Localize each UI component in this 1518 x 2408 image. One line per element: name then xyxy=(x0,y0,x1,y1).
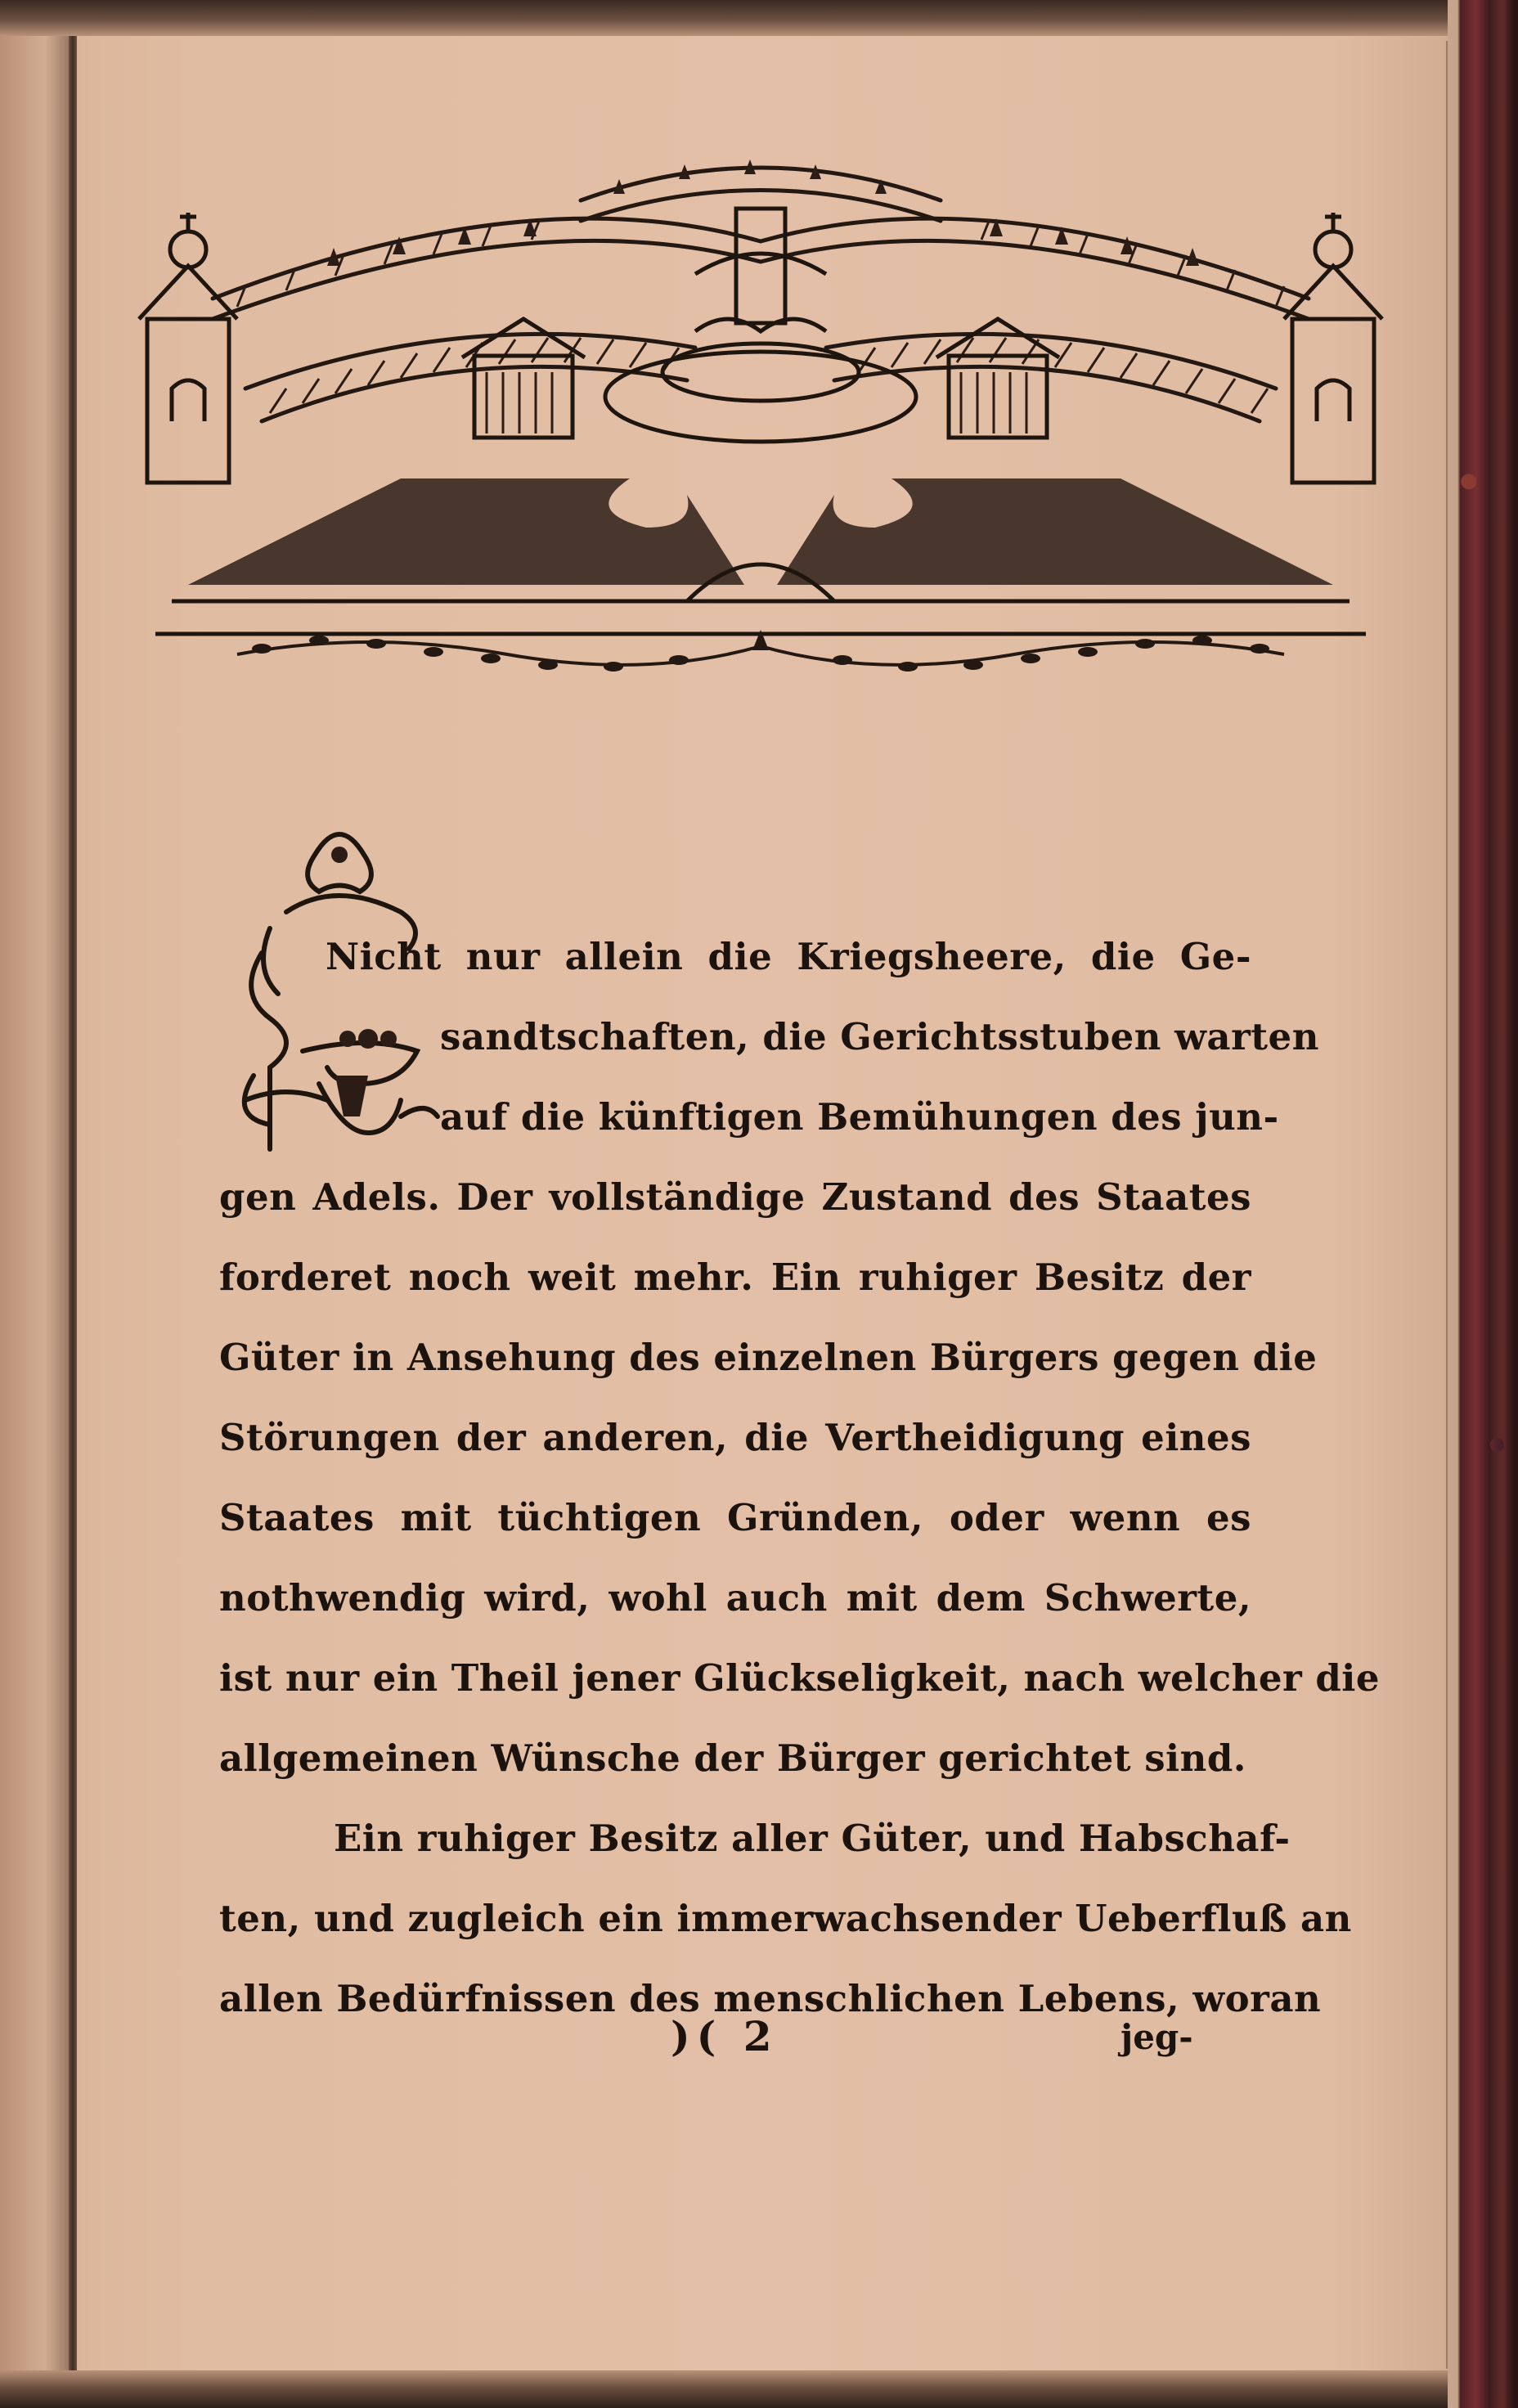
cover-shadow xyxy=(1489,0,1518,2408)
text-line: Güter in Ansehung des einzelnen Bürgers gegen die xyxy=(219,1336,1318,1379)
text-line: ten, und zugleich ein immerwachsender Ueberfluß an xyxy=(219,1897,1352,1940)
text-line: Störungen der anderen, die Vertheidigung eines xyxy=(219,1416,1251,1459)
catchword: jeg- xyxy=(1121,2017,1193,2057)
text-line: auf die künftigen Bemühungen des jun- xyxy=(440,1095,1279,1139)
garden-fountain-engraving-icon xyxy=(123,143,1399,683)
text-line: sandtschaften, die Gerichtsstuben warten xyxy=(440,1015,1319,1058)
text-line: Ein ruhiger Besitz aller Güter, und Habschaf- xyxy=(334,1817,1291,1860)
text-line: ist nur ein Theil jener Glückseligkeit, nach welcher die xyxy=(219,1656,1381,1700)
book-gutter xyxy=(69,0,77,2408)
facing-page-edge xyxy=(0,0,75,2408)
text-line: gen Adels. Der vollständige Zustand des Staates xyxy=(219,1175,1251,1219)
text-line: allgemeinen Wünsche der Bürger gerichtet sind. xyxy=(219,1736,1246,1780)
text-line: nothwendig wird, wohl auch mit dem Schwerte, xyxy=(219,1576,1251,1620)
text-line: forderet noch weit mehr. Ein ruhiger Besitz der xyxy=(219,1256,1251,1299)
ornamental-initial-icon xyxy=(237,806,442,1174)
signature-mark: )( 2 xyxy=(671,2012,779,2060)
scan-bottom-border xyxy=(0,2370,1518,2408)
text-line: Nicht nur allein die Kriegsheere, die Ge- xyxy=(326,935,1251,978)
scan-top-border xyxy=(0,0,1518,36)
text-line: allen Bedürfnissen des menschlichen Lebens, woran xyxy=(219,1977,1322,2020)
text-line: Staates mit tüchtigen Gründen, oder wenn es xyxy=(219,1496,1251,1539)
